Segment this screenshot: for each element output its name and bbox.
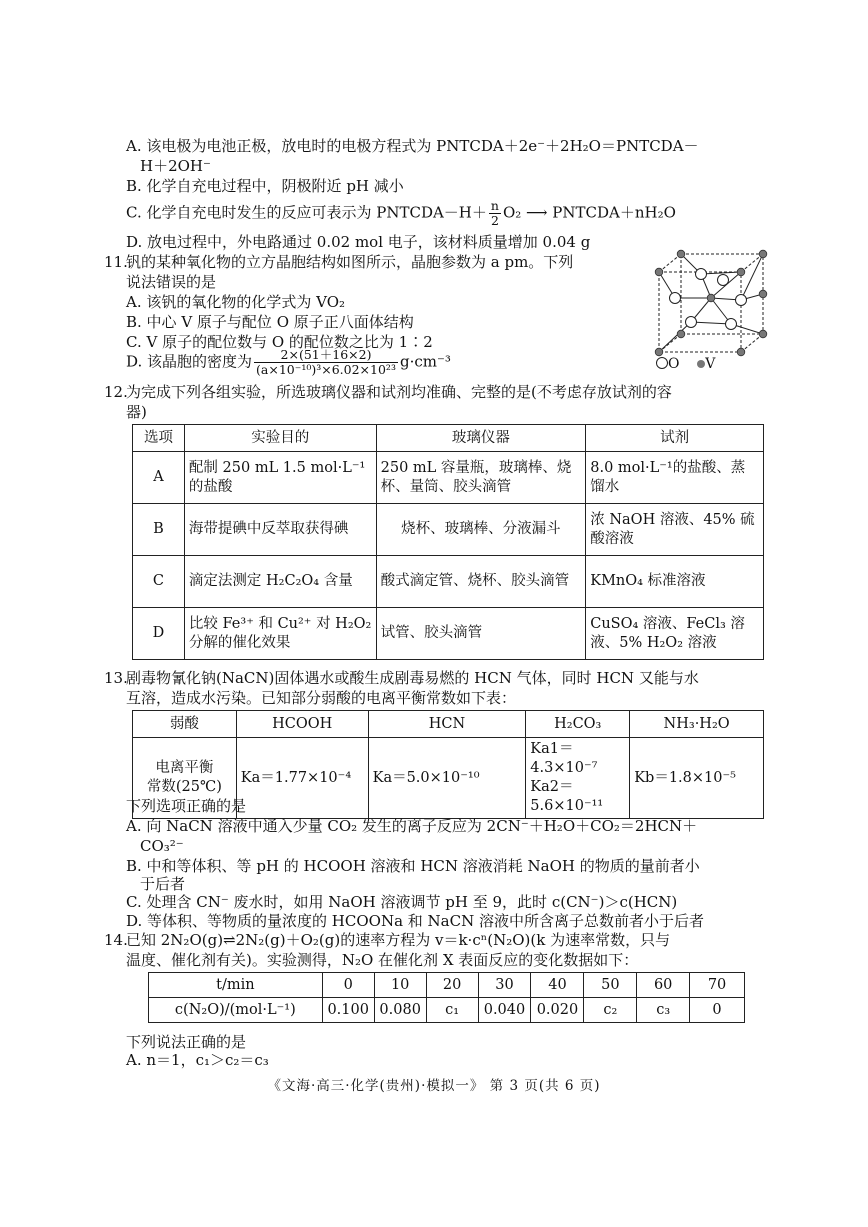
page-footer: 《文海·高三·化学(贵州)·模拟一》 第 3 页(共 6 页) xyxy=(267,1078,601,1094)
q12-header-cell: 实验目的 xyxy=(184,425,376,452)
q12-cell: 海带提碘中反萃取获得碘 xyxy=(184,504,376,556)
q11-option-c: C. V 原子的配位数与 O 的配位数之比为 1∶2 xyxy=(126,333,433,351)
q11-option-b: B. 中心 V 原子与配位 O 原子正八面体结构 xyxy=(126,313,414,331)
q12-cell: 烧杯、玻璃棒、分液漏斗 xyxy=(376,504,586,556)
q13-cell xyxy=(526,738,630,819)
q12-cell: CuSO₄ 溶液、FeCl₃ 溶液、5% H₂O₂ 溶液 xyxy=(586,608,764,660)
q13-prompt: 下列选项正确的是 xyxy=(126,797,247,815)
q14-stem-line1: 已知 2N₂O(g)⇌2N₂(g)＋O₂(g)的速率方程为 v＝k·cⁿ(N₂O)(k 为速率常数，只与 xyxy=(126,931,671,949)
q14-conc-cell: 0 xyxy=(690,998,745,1023)
q12-stem-line1: 为完成下列各组实验，所选玻璃仪器和试剂均准确、完整的是(不考虑存放试剂的容 xyxy=(126,383,672,401)
q14-table xyxy=(148,972,745,1023)
q13-ka1: Ka1＝4.3×10⁻⁷ xyxy=(530,741,598,776)
table-row xyxy=(149,973,745,998)
q14-prompt: 下列说法正确的是 xyxy=(126,1033,247,1051)
q11-option-d-post: g·cm⁻³ xyxy=(399,352,451,371)
q14-conc-cell: 0.020 xyxy=(531,998,584,1023)
q12-table xyxy=(132,424,764,660)
legend-v-label: V xyxy=(705,356,716,372)
q13-header-cell: H₂CO₃ xyxy=(526,711,630,738)
q12-cell: KMnO₄ 标准溶液 xyxy=(586,556,764,608)
table-row xyxy=(133,608,764,660)
q13-table-header xyxy=(133,711,764,738)
q12-cell: D xyxy=(133,608,185,660)
q13-stem-line2: 互溶，造成水污染。已知部分弱酸的电离平衡常数如下表： xyxy=(126,689,517,707)
q13-option-d: D. 等体积、等物质的量浓度的 HCOONa 和 NaCN 溶液中所含离子总数前者小于后者 xyxy=(126,912,704,930)
q11-density-fraction xyxy=(254,348,398,377)
q14-time-cell: 40 xyxy=(531,973,584,998)
q11-number: 11. xyxy=(104,253,128,271)
q13-header-cell: HCOOH xyxy=(236,711,368,738)
table-row xyxy=(149,998,745,1023)
q13-header-cell: 弱酸 xyxy=(133,711,237,738)
crystal-cell-figure xyxy=(645,242,775,370)
q12-cell: 250 mL 容量瓶，玻璃棒、烧杯、量筒、胶头滴管 xyxy=(376,452,586,504)
q13-row-label-line2: 常数(25℃) xyxy=(146,779,222,795)
q14-time-cell: 0 xyxy=(322,973,374,998)
q11-option-a: A. 该钒的氧化物的化学式为 VO₂ xyxy=(126,293,346,311)
q10-option-c-post: O₂ ⟶ PNTCDA＋nH₂O xyxy=(502,203,676,222)
q13-cell: Ka＝5.0×10⁻¹⁰ xyxy=(368,738,526,819)
q10-option-d: D. 放电过程中，外电路通过 0.02 mol 电子，该材料质量增加 0.04 g xyxy=(126,233,591,251)
q12-cell: B xyxy=(133,504,185,556)
q13-option-b-cont: 于后者 xyxy=(140,875,186,893)
q12-cell: 比较 Fe³⁺ 和 Cu²⁺ 对 H₂O₂ 分解的催化效果 xyxy=(184,608,376,660)
q12-header-cell: 选项 xyxy=(133,425,185,452)
q14-conc-cell: c₃ xyxy=(637,998,690,1023)
q12-header-cell: 试剂 xyxy=(586,425,764,452)
q13-option-a-cont: CO₃²⁻ xyxy=(140,837,184,855)
q13-option-b: B. 中和等体积、等 pH 的 HCOOH 溶液和 HCN 溶液消耗 NaOH 的物质的量前者小 xyxy=(126,857,700,875)
q14-conc-cell: 0.100 xyxy=(322,998,374,1023)
q12-cell: 浓 NaOH 溶液、45% 硫酸溶液 xyxy=(586,504,764,556)
q13-stem-line1: 剧毒物氰化钠(NaCN)固体遇水或酸生成剧毒易燃的 HCN 气体，同时 HCN 又能与水 xyxy=(126,669,699,687)
q13-header-cell: NH₃·H₂O xyxy=(630,711,764,738)
q12-stem-line2: 器) xyxy=(126,403,147,421)
q12-cell: 试管、胶头滴管 xyxy=(376,608,586,660)
q14-conc-cell: c₂ xyxy=(584,998,637,1023)
q14-option-a: A. n＝1，c₁＞c₂＝c₃ xyxy=(126,1051,269,1069)
q12-cell: C xyxy=(133,556,185,608)
q10-fraction-num: n xyxy=(490,198,499,213)
q14-conc-cell: c₁ xyxy=(426,998,478,1023)
q13-option-a: A. 向 NaCN 溶液中通入少量 CO₂ 发生的离子反应为 2CN⁻＋H₂O＋CO₂＝2HCN＋ xyxy=(126,817,698,835)
q10-option-c xyxy=(126,199,676,228)
q14-time-cell: 50 xyxy=(584,973,637,998)
q14-number: 14. xyxy=(104,931,128,949)
q13-number: 13. xyxy=(104,669,128,687)
q12-cell: 配制 250 mL 1.5 mol·L⁻¹的盐酸 xyxy=(184,452,376,504)
q11-stem-line1: 钒的某种氧化物的立方晶胞结构如图所示，晶胞参数为 a pm。下列 xyxy=(126,253,574,271)
q13-row-label-line1: 电离平衡 xyxy=(155,760,214,776)
q11-option-d-pre: D. 该晶胞的密度为 xyxy=(126,352,253,371)
q11-density-num: 2×(51＋16×2) xyxy=(254,348,398,363)
legend-o-label: O xyxy=(668,356,680,372)
table-row xyxy=(133,504,764,556)
q13-cell: Kb＝1.8×10⁻⁵ xyxy=(630,738,764,819)
oxygen-atom-icon xyxy=(656,357,668,369)
q10-option-a: A. 该电极为电池正极，放电时的电极方程式为 PNTCDA＋2e⁻＋2H₂O＝PNTCDA－ xyxy=(126,137,699,155)
q12-cell: A xyxy=(133,452,185,504)
q10-option-c-pre: C. 化学自充电时发生的反应可表示为 PNTCDA－H＋ xyxy=(126,203,487,222)
q14-row-label-conc: c(N₂O)/(mol·L⁻¹) xyxy=(149,998,323,1023)
crystal-legend xyxy=(656,354,715,374)
q13-header-cell: HCN xyxy=(368,711,526,738)
q13-cell: Ka＝1.77×10⁻⁴ xyxy=(236,738,368,819)
table-row xyxy=(133,556,764,608)
q14-time-cell: 70 xyxy=(690,973,745,998)
q10-option-a-cont: H＋2OH⁻ xyxy=(140,157,211,175)
q13-option-c: C. 处理含 CN⁻ 废水时，如用 NaOH 溶液调节 pH 至 9，此时 c(CN⁻)＞c(HCN) xyxy=(126,893,678,911)
q12-cell: 滴定法测定 H₂C₂O₄ 含量 xyxy=(184,556,376,608)
q14-time-cell: 60 xyxy=(637,973,690,998)
q10-option-b: B. 化学自充电过程中，阴极附近 pH 减小 xyxy=(126,177,404,195)
q14-conc-cell: 0.040 xyxy=(478,998,531,1023)
q14-row-label-time: t/min xyxy=(149,973,323,998)
q11-option-d xyxy=(126,348,451,377)
q14-stem-line2: 温度、催化剂有关)。实验测得，N₂O 在催化剂 X 表面反应的变化数据如下： xyxy=(126,951,639,969)
q14-time-cell: 30 xyxy=(478,973,531,998)
q12-header-cell: 玻璃仪器 xyxy=(376,425,586,452)
q12-cell: 酸式滴定管、烧杯、胶头滴管 xyxy=(376,556,586,608)
q12-table-header xyxy=(133,425,764,452)
q14-time-cell: 10 xyxy=(374,973,426,998)
q14-time-cell: 20 xyxy=(426,973,478,998)
q12-number: 12. xyxy=(104,383,128,401)
q10-fraction xyxy=(489,199,501,228)
q11-density-den: (a×10⁻¹⁰)³×6.02×10²³ xyxy=(256,362,396,377)
table-row xyxy=(133,452,764,504)
q13-ka2: Ka2＝5.6×10⁻¹¹ xyxy=(530,779,604,814)
q12-cell: 8.0 mol·L⁻¹的盐酸、蒸馏水 xyxy=(586,452,764,504)
q14-conc-cell: 0.080 xyxy=(374,998,426,1023)
q11-stem-line2: 说法错误的是 xyxy=(126,273,217,291)
q10-fraction-den: 2 xyxy=(490,213,499,228)
